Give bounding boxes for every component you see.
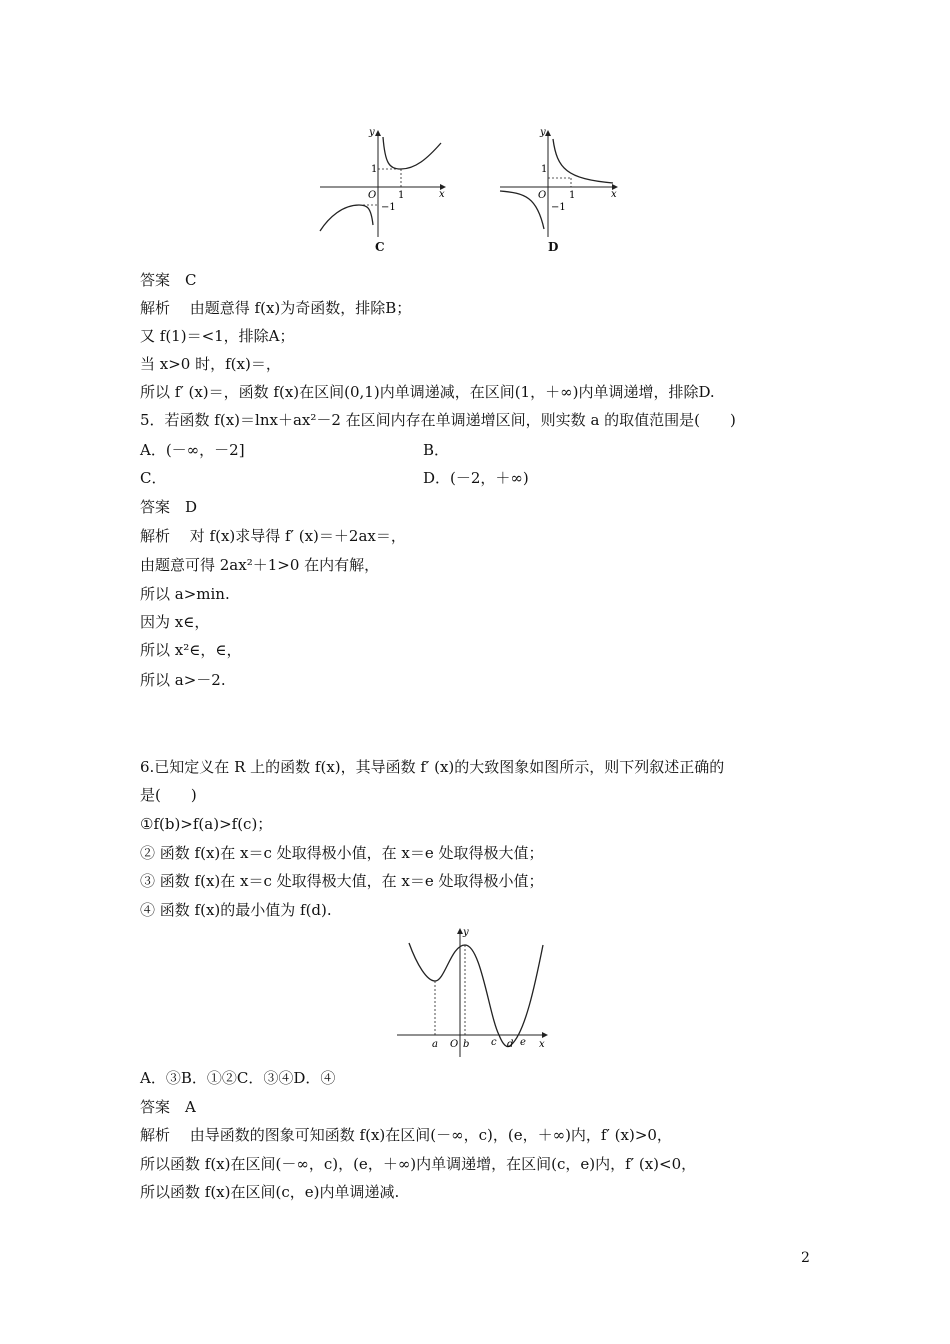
question-6-line-2: 是( ) bbox=[140, 786, 197, 804]
derivative-point-e: e bbox=[520, 1037, 526, 1048]
answer-5: 答案 D bbox=[140, 498, 198, 516]
graph-d-caption: D bbox=[548, 240, 559, 254]
option-5-b: B． bbox=[423, 441, 450, 459]
analysis-6-line-1: 解析 由导函数的图象可知函数 f(x)在区间(－∞，c)，(e，＋∞)内，f′ (x)>0， bbox=[140, 1126, 672, 1144]
graph-c-y-label: y bbox=[369, 127, 375, 138]
graph-d-x-label: x bbox=[611, 189, 617, 200]
graph-c-tick-neg1: −1 bbox=[381, 202, 396, 213]
derivative-point-d: d bbox=[507, 1039, 514, 1050]
graph-d-tick-neg1: −1 bbox=[551, 202, 566, 213]
graph-c-tick-x1: 1 bbox=[398, 190, 405, 201]
option-5-a: A．(－∞，－2] bbox=[140, 441, 245, 459]
statement-1: ①f(b)>f(a)>f(c)； bbox=[140, 815, 273, 833]
page-number: 2 bbox=[801, 1250, 810, 1266]
analysis-5-line-6: 所以 a>－2. bbox=[140, 671, 226, 689]
analysis-6-line-3: 所以函数 f(x)在区间(c，e)内单调递减. bbox=[140, 1183, 400, 1201]
answer-4: 答案 C bbox=[140, 271, 197, 289]
analysis-6-line-2: 所以函数 f(x)在区间(－∞，c)，(e，＋∞)内单调递增，在区间(c，e)内，f′ (x)<0， bbox=[140, 1155, 697, 1173]
derivative-x-label: x bbox=[539, 1039, 545, 1050]
graph-c-origin: O bbox=[368, 190, 377, 201]
statement-3: ③ 函数 f(x)在 x＝c 处取得极大值，在 x＝e 处取得极小值； bbox=[140, 872, 544, 890]
derivative-origin: O bbox=[450, 1039, 459, 1050]
graph-c-x-label: x bbox=[439, 189, 445, 200]
figure-graph-d bbox=[495, 125, 625, 255]
graph-d-y-label: y bbox=[540, 127, 546, 138]
figure-graph-c bbox=[315, 125, 455, 255]
graph-d-tick-x1: 1 bbox=[569, 190, 576, 201]
graph-c-tick-1: 1 bbox=[371, 164, 378, 175]
graph-d-tick-1: 1 bbox=[541, 164, 548, 175]
statement-2: ② 函数 f(x)在 x＝c 处取得极小值，在 x＝e 处取得极大值； bbox=[140, 844, 544, 862]
analysis-5-line-2: 由题意可得 2ax²＋1>0 在内有解， bbox=[140, 556, 380, 574]
analysis-5-line-4: 因为 x∈， bbox=[140, 613, 210, 631]
question-5: 5．若函数 f(x)＝lnx＋ax²－2 在区间内存在单调递增区间，则实数 a 的取值范围是( ) bbox=[140, 411, 736, 429]
analysis-4-line-2: 又 f(1)＝<1，排除A； bbox=[140, 327, 295, 345]
analysis-5-line-3: 所以 a>min. bbox=[140, 585, 230, 603]
analysis-5-line-1: 解析 对 f(x)求导得 f′ (x)＝＋2ax＝， bbox=[140, 527, 406, 545]
graph-c-caption: C bbox=[375, 240, 385, 254]
derivative-y-label: y bbox=[463, 927, 469, 938]
option-5-c: C． bbox=[140, 469, 167, 487]
statement-4: ④ 函数 f(x)的最小值为 f(d). bbox=[140, 901, 332, 919]
derivative-point-c: c bbox=[491, 1037, 497, 1048]
question-6-line-1: 6.已知定义在 R 上的函数 f(x)，其导函数 f′ (x)的大致图象如图所示，则下列叙述正确的 bbox=[140, 758, 725, 776]
analysis-5-line-5: 所以 x²∈，∈， bbox=[140, 641, 242, 659]
derivative-point-a: a bbox=[432, 1039, 438, 1050]
figure-derivative-graph bbox=[395, 925, 555, 1060]
graph-d-origin: O bbox=[538, 190, 547, 201]
answer-6: 答案 A bbox=[140, 1098, 196, 1116]
derivative-point-b: b bbox=[463, 1039, 470, 1050]
options-6: A．③B．①②C．③④D．④ bbox=[140, 1069, 336, 1087]
analysis-4-line-3: 当 x>0 时，f(x)＝， bbox=[140, 355, 281, 373]
analysis-4-line-4: 所以 f′ (x)＝，函数 f(x)在区间(0,1)内单调递减，在区间(1，＋∞)内单调递增，排除D. bbox=[140, 383, 715, 401]
analysis-4-line-1: 解析 由题意得 f(x)为奇函数，排除B； bbox=[140, 299, 412, 317]
option-5-d: D．(－2，＋∞) bbox=[423, 469, 529, 487]
